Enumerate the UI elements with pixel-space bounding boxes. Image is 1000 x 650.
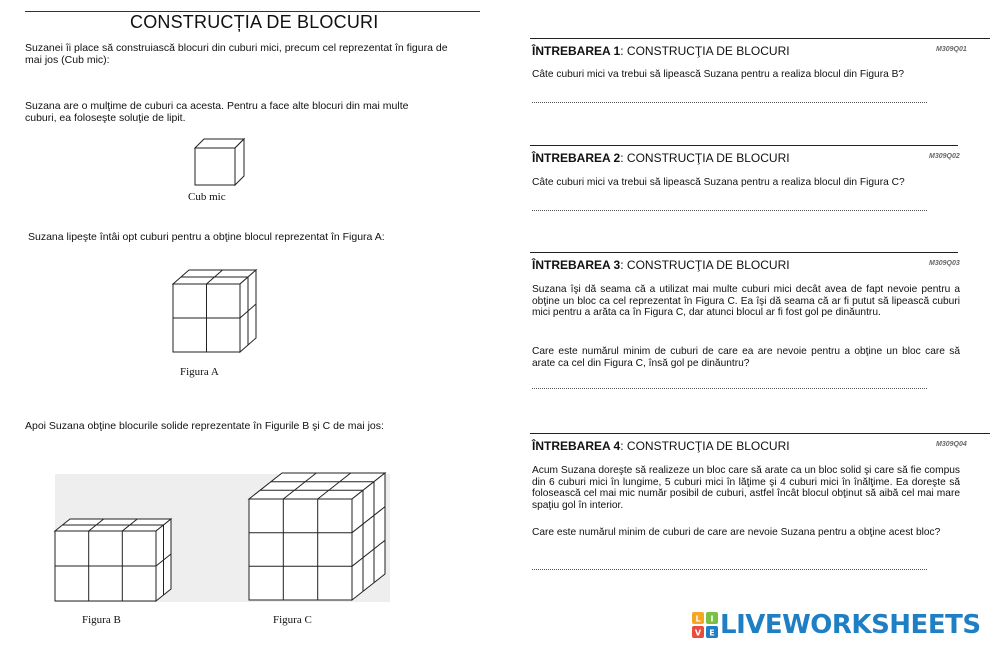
figure-c-caption: Figura C: [273, 614, 312, 626]
figure-b: [50, 516, 185, 606]
intro-paragraph: Suzanei îi place să construiască blocuri din cuburi mici, precum cel reprezentat în figura de mai jos (Cub mic):: [25, 42, 448, 66]
page-title: CONSTRUCȚIA DE BLOCURI: [130, 12, 379, 32]
paragraph-figures-bc: Apoi Suzana obţine blocurile solide reprezentate în Figurile B şi C de mai jos:: [25, 420, 384, 432]
svg-text:L: L: [695, 614, 701, 624]
liveworksheets-logo-text: LIVEWORKSHEETS: [720, 610, 981, 640]
question-1-heading: [532, 44, 790, 58]
question-3-answer[interactable]: [532, 388, 927, 389]
question-1-title: : CONSTRUCŢIA DE BLOCURI: [620, 44, 790, 58]
question-4-text-2: Care este numărul minim de cuburi de care are nevoie Suzana pentru a obţine acest bloc?: [532, 527, 941, 538]
figure-b-caption: Figura B: [82, 614, 121, 626]
question-4-label: ÎNTREBAREA 4: [532, 439, 621, 453]
question-2-title: : CONSTRUCŢIA DE BLOCURI: [620, 151, 790, 165]
question-4-rule: [530, 433, 990, 434]
small-cube-caption: Cub mic: [188, 191, 226, 203]
question-4-text: Acum Suzana doreşte să realizeze un bloc care să arate ca un bloc solid şi care să fie compus din 6 cuburi mici în lungime, 5 cuburi mici în lăţime şi 4 cuburi mici în înălţime. Ea doreşte să folosească cel mai mic număr posibil de cuburi, astfel încât blocul obţinut să aibă cel mai mare spaţiu gol în interior.: [532, 465, 960, 511]
paragraph-figure-a: Suzana lipeşte întâi opt cuburi pentru a obţine blocul reprezentat în Figura A:: [28, 231, 385, 243]
question-2-text: Câte cuburi mici va trebui să lipească Suzana pentru a realiza blocul din Figura C?: [532, 177, 905, 188]
liveworksheets-logo[interactable]: [692, 610, 992, 644]
question-2-code: M309Q02: [929, 153, 960, 160]
liveworksheets-logo-icon: [692, 612, 718, 638]
question-3-text-2: Care este numărul minim de cuburi de care ea are nevoie pentru a obţine un bloc care să arate ca cel din Figura C, însă gol pe dinăuntru?: [532, 346, 960, 369]
question-3-title: : CONSTRUCŢIA DE BLOCURI: [620, 258, 790, 272]
question-2-rule: [530, 145, 958, 146]
question-1-answer[interactable]: [532, 102, 927, 103]
paragraph-glue: Suzana are o mulţime de cuburi ca acesta. Pentru a face alte blocuri din mai multe cuburi, ea foloseşte soluţie de lipit.: [25, 100, 409, 124]
question-4-answer[interactable]: [532, 569, 927, 570]
small-cube-figure: [190, 135, 250, 190]
question-3-rule: [530, 252, 958, 253]
question-3-heading: [532, 258, 790, 272]
question-3-label: ÎNTREBAREA 3: [532, 258, 621, 272]
figure-a-caption: Figura A: [180, 366, 219, 378]
svg-text:I: I: [710, 614, 714, 624]
question-2-heading: [532, 151, 790, 165]
question-4-heading: [532, 439, 790, 453]
question-3-code: M309Q03: [929, 260, 960, 267]
figure-c: [244, 470, 394, 605]
svg-text:E: E: [709, 628, 715, 638]
question-2-label: ÎNTREBAREA 2: [532, 151, 621, 165]
question-3-text: Suzana îşi dă seama că a utilizat mai multe cuburi mici decât avea de fapt nevoie pentru a obţine un bloc ca cel reprezentat în Figura C. Ea îşi dă seama că ar fi putut să lipească cuburi mici pentru a arăta ca în Figura C, dar atunci blocul ar fi fost gol pe dinăuntru.: [532, 284, 960, 318]
question-4-title: : CONSTRUCŢIA DE BLOCURI: [620, 439, 790, 453]
figure-a: [168, 268, 268, 358]
question-1-code: M309Q01: [936, 46, 967, 53]
question-1-label: ÎNTREBAREA 1: [532, 44, 621, 58]
question-1-rule: [530, 38, 990, 39]
question-2-answer[interactable]: [532, 210, 927, 211]
question-1-text: Câte cuburi mici va trebui să lipească Suzana pentru a realiza blocul din Figura B?: [532, 69, 905, 80]
question-4-code: M309Q04: [936, 441, 967, 448]
svg-text:V: V: [694, 628, 702, 638]
